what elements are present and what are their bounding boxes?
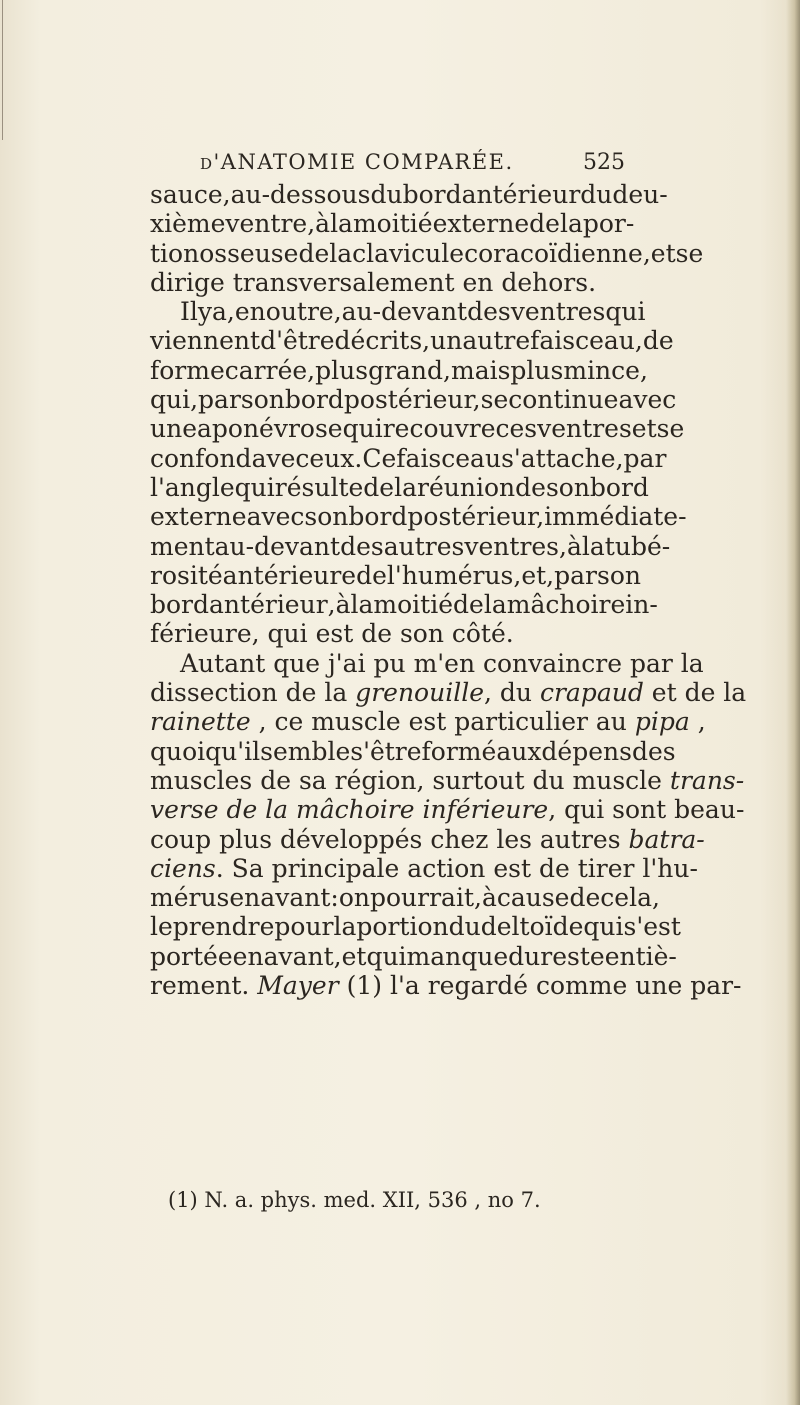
word: pourrait, bbox=[369, 883, 482, 913]
text-line bbox=[150, 414, 685, 444]
muscle-name: trans- bbox=[669, 765, 745, 795]
word: , bbox=[546, 560, 555, 590]
word: , bbox=[327, 590, 336, 620]
word: deltoïde bbox=[480, 912, 584, 942]
text-line: verse de la mâchoire inférieure, qui sont beau- bbox=[150, 795, 745, 825]
text-line bbox=[150, 209, 635, 239]
word: à bbox=[315, 209, 331, 239]
text-line bbox=[150, 912, 681, 942]
text-line bbox=[150, 355, 648, 385]
word: Ce bbox=[362, 443, 397, 473]
text-line bbox=[150, 883, 660, 913]
text-line bbox=[150, 180, 668, 209]
word: des bbox=[467, 297, 511, 327]
word: au-dessous bbox=[230, 180, 371, 209]
word: résulte bbox=[274, 472, 364, 502]
word: in- bbox=[625, 590, 658, 620]
word: moitié bbox=[352, 209, 433, 239]
word: clavicule bbox=[352, 238, 465, 268]
text-line: rainette , ce muscle est particulier au pipa , bbox=[150, 707, 706, 737]
word: , bbox=[307, 209, 316, 239]
running-header bbox=[200, 150, 625, 175]
word: se bbox=[480, 385, 509, 415]
word: mâchoire bbox=[506, 590, 626, 620]
word: se bbox=[656, 414, 685, 444]
word: antérieure bbox=[222, 560, 357, 590]
word: por- bbox=[582, 209, 635, 239]
word: bord bbox=[589, 472, 649, 502]
binding-edge bbox=[786, 0, 800, 1405]
word: moitié bbox=[373, 590, 454, 620]
word: par bbox=[623, 443, 667, 473]
species-name: crapaud bbox=[539, 678, 644, 708]
word: portion bbox=[356, 912, 449, 942]
word: du bbox=[580, 180, 613, 209]
word: tion bbox=[150, 238, 200, 268]
text-line bbox=[150, 941, 677, 971]
word: ces bbox=[495, 414, 538, 444]
species-name: rainette bbox=[150, 707, 251, 737]
word: qui bbox=[366, 941, 407, 971]
word: de bbox=[363, 472, 395, 502]
word: y bbox=[197, 297, 212, 327]
word: et bbox=[521, 560, 547, 590]
word: , bbox=[559, 531, 567, 561]
word: avant, bbox=[263, 941, 342, 971]
word: eux. bbox=[309, 443, 363, 473]
word: la bbox=[581, 531, 605, 561]
word: plus bbox=[315, 355, 369, 385]
word: portée bbox=[150, 941, 233, 971]
text-line: férieure, qui est de son côté. bbox=[150, 619, 514, 649]
word: faisceau bbox=[396, 443, 502, 473]
text-line: coup plus développés chez les autres batra- bbox=[150, 824, 705, 854]
word: rosité bbox=[150, 560, 223, 590]
word: à bbox=[481, 883, 497, 913]
word: immédiate- bbox=[544, 502, 687, 532]
species-name: grenouille bbox=[355, 678, 484, 708]
word: ventres bbox=[510, 297, 606, 327]
text-line bbox=[150, 297, 646, 327]
body-text bbox=[150, 180, 747, 1001]
word: , bbox=[333, 297, 342, 327]
word: du bbox=[448, 912, 481, 942]
running-title: d'ANATOMIE COMPARÉE. bbox=[200, 150, 514, 174]
word: reste bbox=[540, 941, 605, 971]
text-line: dirige transversalement en dehors. bbox=[150, 267, 597, 297]
word: , bbox=[443, 355, 451, 385]
word: s'attache, bbox=[501, 443, 624, 473]
word: recouvre bbox=[382, 414, 496, 444]
word: bord bbox=[348, 502, 408, 532]
word: de bbox=[515, 472, 546, 502]
text-line: dissection de la grenouille, du crapaud et de la bbox=[150, 678, 747, 708]
word: , bbox=[226, 297, 235, 327]
word: dépens bbox=[541, 736, 632, 766]
word: se bbox=[675, 238, 704, 268]
word: et bbox=[650, 238, 676, 268]
word: , bbox=[222, 180, 231, 209]
word: outre bbox=[265, 297, 334, 327]
taxon-name: batra- bbox=[628, 824, 705, 854]
word: à bbox=[566, 531, 582, 561]
word: , bbox=[639, 355, 648, 385]
word: osseuse bbox=[199, 238, 299, 268]
text-line bbox=[150, 560, 641, 590]
word: du bbox=[370, 180, 403, 209]
page-number: 525 bbox=[583, 150, 625, 175]
word: bord bbox=[284, 385, 344, 415]
word: aux bbox=[496, 736, 542, 766]
word: bord bbox=[150, 590, 210, 620]
word: une bbox=[150, 414, 197, 444]
word: en bbox=[234, 297, 266, 327]
text-line bbox=[150, 326, 674, 356]
word: la bbox=[330, 209, 353, 239]
word: avant bbox=[260, 883, 331, 913]
word: antérieur bbox=[461, 180, 581, 209]
word: autres bbox=[383, 531, 465, 561]
word: du bbox=[508, 941, 541, 971]
word: décrits bbox=[334, 326, 423, 356]
species-name: pipa bbox=[634, 707, 690, 737]
word: de bbox=[298, 238, 330, 268]
word: qui bbox=[605, 297, 646, 327]
word: a bbox=[212, 297, 227, 327]
word: externe bbox=[150, 502, 247, 532]
word: un bbox=[430, 326, 463, 356]
word: son bbox=[596, 560, 641, 590]
word: deu- bbox=[612, 180, 668, 209]
word: viennent bbox=[150, 326, 261, 356]
word: l'angle bbox=[150, 472, 235, 502]
word: autre bbox=[462, 326, 531, 356]
word: mais bbox=[450, 355, 511, 385]
word: , bbox=[634, 326, 643, 356]
footnote: (1) N. a. phys. med. XII, 536 , no 7. bbox=[168, 1188, 541, 1212]
text-line bbox=[150, 443, 667, 473]
word: ventres bbox=[464, 531, 560, 561]
word: de bbox=[642, 326, 674, 356]
text-line: muscles de sa région, surtout du muscle trans- bbox=[150, 765, 745, 795]
word: manque bbox=[406, 941, 509, 971]
author-name: Mayer bbox=[257, 971, 339, 1001]
word: sauce bbox=[150, 180, 223, 209]
word: par bbox=[198, 385, 241, 415]
word: antérieur bbox=[209, 590, 328, 620]
text-line: ciens. Sa principale action est de tirer l'hu- bbox=[150, 853, 698, 883]
word: pour bbox=[274, 912, 334, 942]
word: la bbox=[559, 209, 583, 239]
word: la bbox=[350, 590, 374, 620]
word: mince bbox=[563, 355, 640, 385]
word: la bbox=[329, 238, 353, 268]
word: cela, bbox=[600, 883, 660, 913]
word: qui, bbox=[150, 385, 199, 415]
word: l'humérus bbox=[386, 560, 514, 590]
word: son bbox=[304, 502, 349, 532]
word: : bbox=[330, 883, 339, 913]
word: xième bbox=[150, 209, 226, 239]
word: avec bbox=[246, 502, 305, 532]
text-line bbox=[150, 590, 658, 620]
word: grand bbox=[368, 355, 444, 385]
word: des bbox=[340, 531, 384, 561]
word: d'être bbox=[260, 326, 335, 356]
muscle-name: verse de la mâchoire inférieure bbox=[150, 795, 549, 825]
word: carrée bbox=[224, 355, 308, 385]
word: la bbox=[333, 912, 357, 942]
word: et bbox=[631, 414, 657, 444]
word: qui bbox=[583, 912, 624, 942]
word: et bbox=[341, 941, 367, 971]
text-line: rement. Mayer (1) l'a regardé comme une par- bbox=[150, 971, 742, 1001]
word: postérieur, bbox=[343, 385, 481, 415]
word: formé bbox=[421, 736, 497, 766]
word: par bbox=[554, 560, 597, 590]
word: le bbox=[150, 912, 173, 942]
word: cause bbox=[496, 883, 570, 913]
word: de bbox=[356, 560, 387, 590]
text-line bbox=[150, 502, 687, 532]
text-line bbox=[150, 238, 704, 268]
word: quoiqu'il bbox=[150, 736, 261, 766]
word: ventres bbox=[537, 414, 632, 444]
word: ventre bbox=[225, 209, 308, 239]
word: au-devant bbox=[214, 531, 341, 561]
word: tubé- bbox=[604, 531, 671, 561]
word: qui bbox=[342, 414, 383, 444]
word: bord bbox=[402, 180, 462, 209]
word: s'être bbox=[350, 736, 422, 766]
word: son bbox=[545, 472, 590, 502]
text-line bbox=[150, 472, 649, 502]
word: s'est bbox=[623, 912, 681, 942]
word: en bbox=[229, 883, 261, 913]
word: la bbox=[394, 472, 418, 502]
word: , bbox=[513, 560, 522, 590]
word: prendre bbox=[172, 912, 275, 942]
word: à bbox=[335, 590, 351, 620]
word: son bbox=[240, 385, 285, 415]
word: , bbox=[307, 355, 316, 385]
taxon-name: ciens bbox=[150, 853, 216, 883]
word: faisceau bbox=[530, 326, 635, 356]
word: forme bbox=[150, 355, 225, 385]
word: avec bbox=[251, 443, 310, 473]
word: des bbox=[631, 736, 676, 766]
word: de bbox=[529, 209, 560, 239]
text-line bbox=[150, 736, 676, 766]
word: en bbox=[232, 941, 264, 971]
margin-rule bbox=[2, 0, 3, 140]
word: de bbox=[453, 590, 484, 620]
word: confond bbox=[150, 443, 252, 473]
word: semble bbox=[260, 736, 351, 766]
word: entiè- bbox=[604, 941, 677, 971]
word: avec bbox=[618, 385, 677, 415]
word: de bbox=[569, 883, 601, 913]
word: ment bbox=[150, 531, 215, 561]
word: réunion bbox=[417, 472, 516, 502]
word: Il bbox=[180, 297, 198, 327]
word: qui bbox=[234, 472, 275, 502]
word: on bbox=[338, 883, 370, 913]
word: aponévrose bbox=[197, 414, 343, 444]
word: coracoïdienne, bbox=[464, 238, 651, 268]
text-line bbox=[150, 385, 677, 415]
word: postérieur, bbox=[407, 502, 545, 532]
word: externe bbox=[432, 209, 530, 239]
text-line: Autant que j'ai pu m'en convaincre par la bbox=[180, 648, 704, 678]
word: , bbox=[422, 326, 431, 356]
word: plus bbox=[510, 355, 564, 385]
word: au-devant bbox=[341, 297, 468, 327]
text-line bbox=[150, 531, 671, 561]
word: continue bbox=[508, 385, 619, 415]
word: la bbox=[483, 590, 507, 620]
word: mérus bbox=[150, 883, 230, 913]
